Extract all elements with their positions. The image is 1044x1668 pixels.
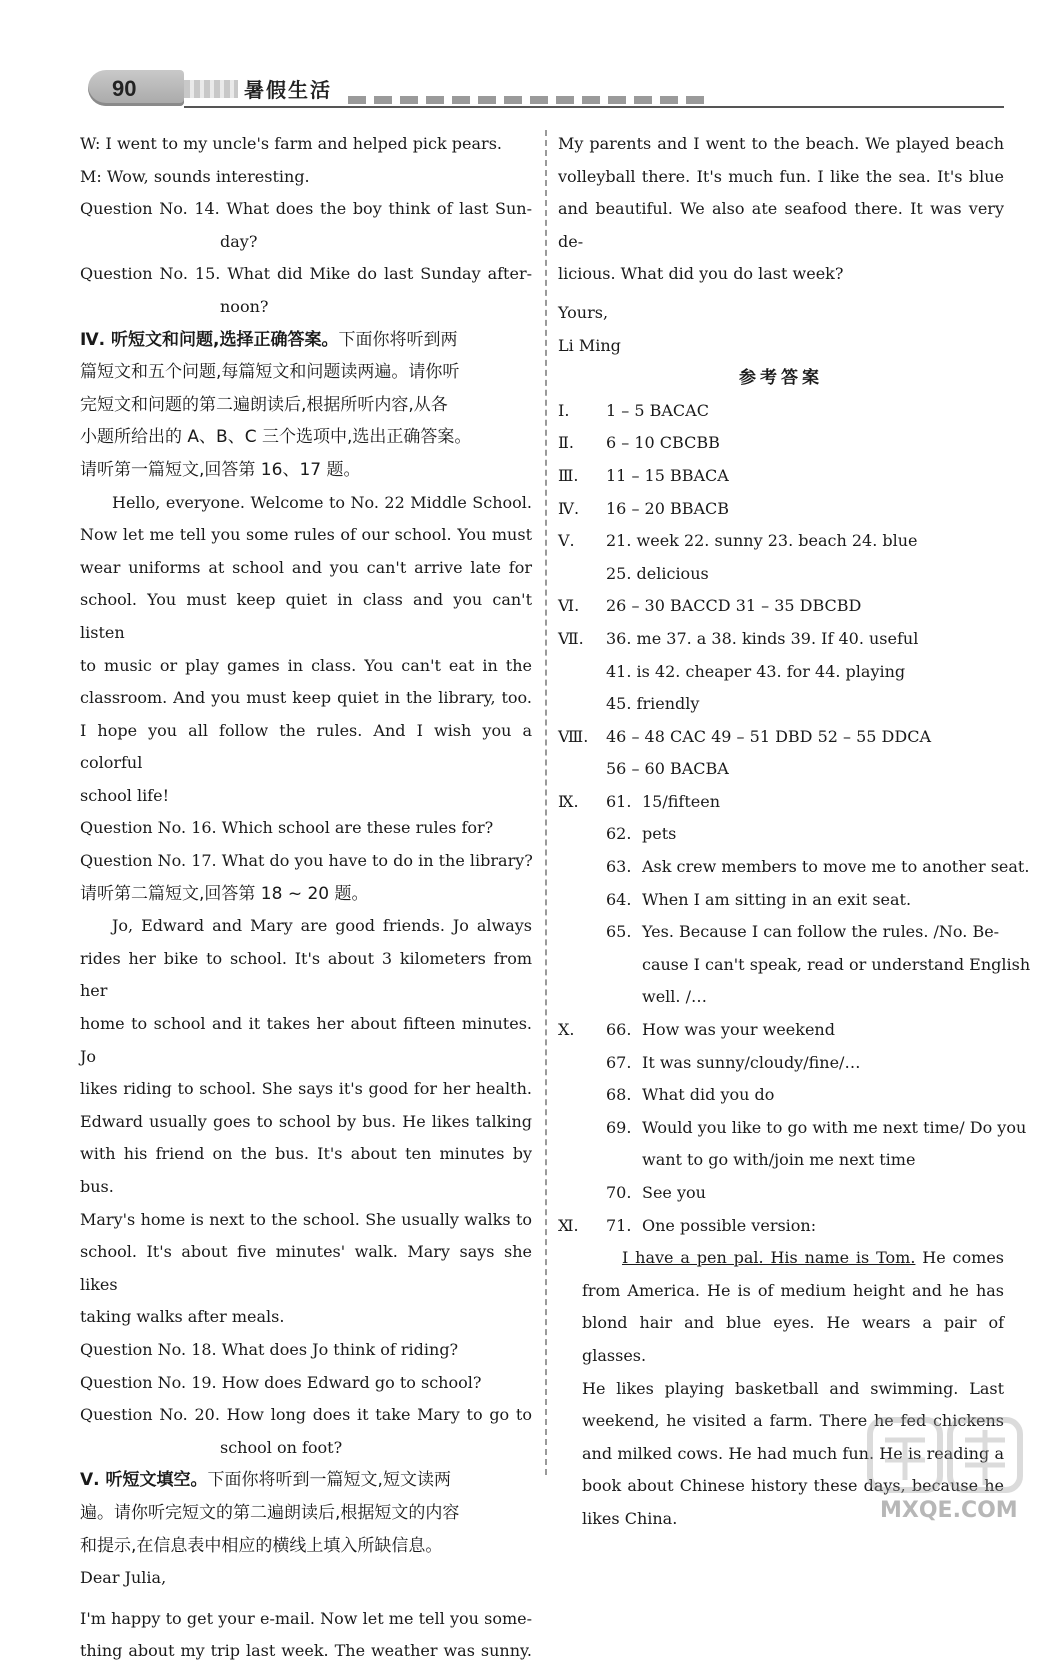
answer-item: 65. Yes. Because I can follow the rules. /No. Be- — [606, 922, 1000, 942]
answer-continuation: 41. is 42. cheaper 43. for 44. playing — [606, 661, 906, 681]
header-rule — [184, 106, 1004, 108]
passage-line: Mary's home is next to the school. She usually walks to — [80, 1209, 532, 1229]
letter-line: volleyball there. It's much fun. I like the sea. It's blue — [558, 166, 1004, 186]
question-line: Question No. 18. What does Jo think of riding? — [80, 1339, 459, 1359]
header-dashes — [348, 96, 708, 104]
essay-line: I have a pen pal. His name is Tom. He comes — [622, 1248, 1005, 1268]
answer-item: 62. pets — [606, 824, 677, 844]
section-iv-label: Ⅳ. 听短文和问题,选择正确答案。 — [80, 329, 339, 350]
passage-line: school. You must keep quiet in class and you can't listen — [80, 590, 532, 642]
instruction-line: 完短文和问题的第二遍朗读后,根据所听内容,从各 — [80, 394, 448, 415]
answer-row: Ⅱ. 6 – 10 CBCBB — [558, 433, 720, 453]
answer-continuation: 56 – 60 BACBA — [606, 759, 729, 779]
passage-line: wear uniforms at school and you can't arrive late for — [80, 557, 532, 577]
answer-row: Ⅰ. 1 – 5 BACAC — [558, 400, 709, 420]
letter-greeting: Dear Julia, — [80, 1568, 167, 1588]
column-divider — [545, 130, 547, 1475]
passage-line: classroom. And you must keep quiet in the library, too. — [80, 688, 532, 708]
letter-signature: Li Ming — [558, 335, 621, 355]
question-line: Question No. 14. What does the boy think of last Sun- — [80, 199, 532, 219]
answers-title: 参考答案 — [739, 368, 823, 389]
letter-line: thing about my trip last week. The weather was sunny. — [80, 1641, 532, 1661]
essay-line: likes China. — [582, 1508, 678, 1528]
answer-continuation: well. /… — [642, 987, 707, 1007]
essay-line: He likes playing basketball and swimming. Last — [582, 1378, 1004, 1398]
answer-row: Ⅺ. 71. One possible version: — [558, 1215, 817, 1235]
answer-row: Ⅳ. 16 – 20 BBACB — [558, 498, 730, 518]
question-line: noon? — [220, 296, 269, 316]
question-line: Question No. 20. How long does it take Mary to go to — [80, 1405, 532, 1425]
answer-row: Ⅵ. 26 – 30 BACCD 31 – 35 DBCBD — [558, 596, 862, 616]
instruction-line: 请听第一篇短文,回答第 16、17 题。 — [80, 459, 361, 480]
instruction-line: 小题所给出的 A、B、C 三个选项中,选出正确答案。 — [80, 427, 472, 448]
passage-line: home to school and it takes her about fifteen minutes. Jo — [80, 1014, 532, 1066]
answer-item: 68. What did you do — [606, 1085, 775, 1105]
passage-line: rides her bike to school. It's about 3 kilometers from her — [80, 948, 532, 1001]
page-number-tab — [88, 70, 184, 106]
passage-line: with his friend on the bus. It's about ten minutes by bus. — [80, 1144, 532, 1196]
answer-item: 64. When I am sitting in an exit seat. — [606, 889, 912, 909]
letter-closing: Yours, — [558, 302, 609, 322]
essay-line: from America. He is of medium height and he has — [582, 1280, 1004, 1300]
instruction-line: 请听第二篇短文,回答第 18 ~ 20 题。 — [80, 883, 369, 904]
answer-item: 67. It was sunny/cloudy/fine/… — [606, 1052, 861, 1072]
header-title: 暑假生活 — [238, 74, 338, 103]
question-line: Question No. 15. What did Mike do last Sunday after- — [80, 264, 532, 284]
instruction-line: 和提示,在信息表中相应的横线上填入所缺信息。 — [80, 1535, 443, 1556]
letter-line: and beautiful. We also ate seafood there. It was very de- — [558, 199, 1004, 251]
passage-line: school. It's about five minutes' walk. Mary says she likes — [80, 1242, 532, 1294]
answer-continuation: cause I can't speak, read or understand English — [642, 954, 1031, 974]
answer-item: 69. Would you like to go with me next time/ Do you — [606, 1117, 1027, 1137]
letter-line: licious. What did you do last week? — [558, 264, 844, 284]
answer-continuation: 45. friendly — [606, 694, 700, 714]
answer-continuation: 25. delicious — [606, 563, 709, 583]
answer-item: 70. See you — [606, 1183, 706, 1202]
instruction-line: 遍。请你听完短文的第二遍朗读后,根据短文的内容 — [80, 1502, 460, 1523]
section-v-instructions: Ⅴ. 听短文填空。下面你将听到一篇短文,短文读两 — [80, 1470, 451, 1491]
letter-line: My parents and I went to the beach. We played beach — [558, 134, 1004, 153]
right-column — [558, 128, 1031, 1536]
passage-line: Hello, everyone. Welcome to No. 22 Middle School. — [112, 492, 532, 512]
answer-continuation: want to go with/join me next time — [642, 1150, 916, 1170]
question-line: school on foot? — [220, 1437, 343, 1457]
passage-line: I hope you all follow the rules. And I wish you a colorful — [80, 720, 532, 773]
dialogue-line: M: Wow, sounds interesting. — [80, 166, 310, 186]
passage-line: school life! — [80, 785, 169, 805]
passage-line: likes riding to school. She says it's good for her health. — [80, 1079, 532, 1099]
page-header — [88, 66, 1004, 114]
answer-row: Ⅴ. 21. week 22. sunny 23. beach 24. blue — [558, 531, 918, 551]
essay-line: and milked cows. He had much fun. He is reading a — [582, 1443, 1004, 1463]
answer-row: Ⅶ. 36. me 37. a 38. kinds 39. If 40. useful — [558, 628, 919, 648]
answer-row: Ⅷ. 46 – 48 CAC 49 – 51 DBD 52 – 55 DDCA — [558, 726, 932, 746]
question-line: day? — [220, 231, 258, 251]
question-line: Question No. 16. Which school are these rules for? — [80, 818, 494, 838]
watermark-text: MXQE.COM — [880, 1498, 1018, 1523]
page-number: 90 — [112, 76, 137, 101]
answer-row: Ⅸ. 61. 15/fifteen — [558, 791, 721, 811]
essay-line: weekend, he visited a farm. There he fed chickens — [582, 1411, 1004, 1431]
passage-line: Now let me tell you some rules of our school. You must — [80, 525, 532, 545]
essay-line: blond hair and blue eyes. He wears a pair of glasses. — [582, 1313, 1004, 1365]
question-line: Question No. 19. How does Edward go to school? — [80, 1372, 482, 1392]
passage-line: Edward usually goes to school by bus. He likes talking — [80, 1111, 532, 1131]
question-line: Question No. 17. What do you have to do in the library? — [80, 851, 533, 871]
passage-line: Jo, Edward and Mary are good friends. Jo always — [112, 916, 532, 936]
answer-row: Ⅹ. 66. How was your weekend — [558, 1020, 835, 1040]
section-v-label: Ⅴ. 听短文填空。 — [80, 1470, 208, 1491]
section-iv-instructions: Ⅳ. 听短文和问题,选择正确答案。下面你将听到两 — [80, 329, 458, 350]
instruction-line: 篇短文和五个问题,每篇短文和问题读两遍。请你听 — [80, 362, 460, 383]
answer-item: 63. Ask crew members to move me to another seat. — [606, 857, 1030, 877]
answer-row: Ⅲ. 11 – 15 BBACA — [558, 465, 729, 485]
letter-line: I'm happy to get your e-mail. Now let me tell you some- — [80, 1608, 532, 1628]
left-column — [80, 128, 532, 1668]
essay-line: book about Chinese history these days, because he — [582, 1476, 1004, 1496]
dialogue-line: W: I went to my uncle's farm and helped pick pears. — [80, 134, 502, 153]
passage-line: to music or play games in class. You can't eat in the — [80, 655, 532, 675]
passage-line: taking walks after meals. — [80, 1307, 285, 1327]
